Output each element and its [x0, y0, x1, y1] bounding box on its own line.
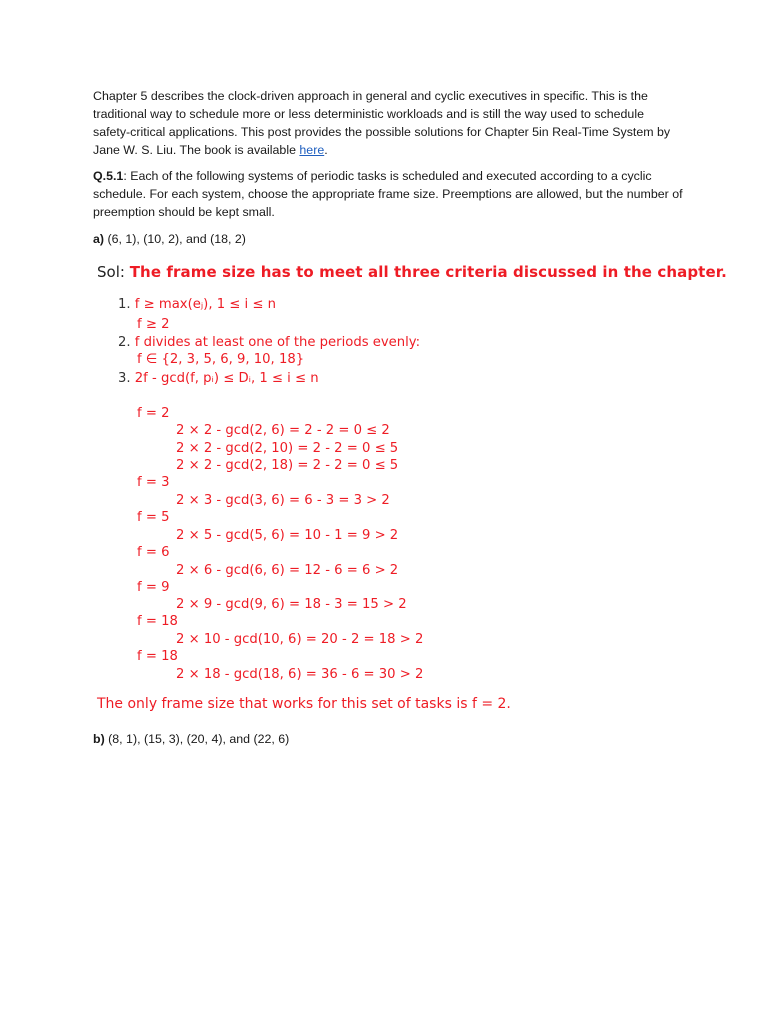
criterion-2	[118, 334, 420, 351]
solution-label: Sol:	[97, 263, 130, 281]
part-a-text: (6, 1), (10, 2), and (18, 2)	[104, 232, 246, 246]
check-line: 2 × 5 - gcd(5, 6) = 10 - 1 = 9 > 2	[176, 528, 399, 543]
intro-period: .	[324, 143, 328, 157]
check-f-label: f = 3	[137, 475, 170, 490]
criterion-3	[118, 370, 319, 387]
criterion-2-sub: f ∈ {2, 3, 5, 6, 9, 10, 18}	[137, 352, 305, 367]
check-f-label: f = 9	[137, 580, 170, 595]
check-line: 2 × 9 - gcd(9, 6) = 18 - 3 = 15 > 2	[176, 597, 407, 612]
check-line: 2 × 2 - gcd(2, 6) = 2 - 2 = 0 ≤ 2	[176, 423, 390, 438]
criterion-3-num: 3.	[118, 371, 131, 386]
check-line: 2 × 18 - gcd(18, 6) = 36 - 6 = 30 > 2	[176, 667, 424, 682]
part-b-label: b)	[93, 732, 105, 746]
check-line: 2 × 2 - gcd(2, 18) = 2 - 2 = 0 ≤ 5	[176, 458, 399, 473]
intro-text: Chapter 5 describes the clock-driven approach in general and cyclic executives in specific. This is the traditional way to schedule more or less deterministic workloads and is still the way used to schedule safety-critical applications. This post provides the possible solutions for Chapter 5in Real-Time System by Jane W. S. Liu. The book is available	[93, 89, 671, 157]
book-link[interactable]: here	[299, 143, 325, 157]
criterion-2-text: f divides at least one of the periods evenly:	[134, 335, 421, 350]
check-line: 2 × 6 - gcd(6, 6) = 12 - 6 = 6 > 2	[176, 563, 399, 578]
part-a-label: a)	[93, 232, 105, 246]
solution-intro: The frame size has to meet all three criteria discussed in the chapter.	[129, 263, 727, 281]
solution-conclusion: The only frame size that works for this set of tasks is f = 2.	[97, 696, 511, 712]
part-b	[93, 730, 683, 748]
check-f-label: f = 6	[137, 545, 170, 560]
check-line: 2 × 2 - gcd(2, 10) = 2 - 2 = 0 ≤ 5	[176, 441, 399, 456]
part-a	[93, 230, 683, 248]
question-label: Q.5.1	[93, 169, 124, 183]
part-b-text: (8, 1), (15, 3), (20, 4), and (22, 6)	[104, 732, 290, 746]
question-text: : Each of the following systems of periodic tasks is scheduled and executed according to a cyclic schedule. For each system, choose the appropriate frame size. Preemptions are allowed, but the number of preemption should be kept small.	[93, 169, 683, 219]
solution-heading	[97, 262, 727, 283]
check-f-label: f = 18	[137, 614, 178, 629]
criterion-1-text: f ≥ max(eⱼ), 1 ≤ i ≤ n	[134, 297, 276, 312]
check-line: 2 × 10 - gcd(10, 6) = 20 - 2 = 18 > 2	[176, 632, 424, 647]
criterion-1-num: 1.	[118, 297, 131, 312]
check-line: 2 × 3 - gcd(3, 6) = 6 - 3 = 3 > 2	[176, 493, 390, 508]
criterion-1	[118, 296, 276, 313]
criterion-1-sub: f ≥ 2	[137, 317, 170, 332]
intro-paragraph	[93, 87, 683, 159]
check-f-label: f = 2	[137, 406, 170, 421]
check-f-label: f = 5	[137, 510, 170, 525]
criterion-3-text: 2f - gcd(f, pᵢ) ≤ Dᵢ, 1 ≤ i ≤ n	[134, 371, 319, 386]
criterion-2-num: 2.	[118, 335, 131, 350]
check-f-label: f = 18	[137, 649, 178, 664]
question-paragraph	[93, 167, 683, 221]
